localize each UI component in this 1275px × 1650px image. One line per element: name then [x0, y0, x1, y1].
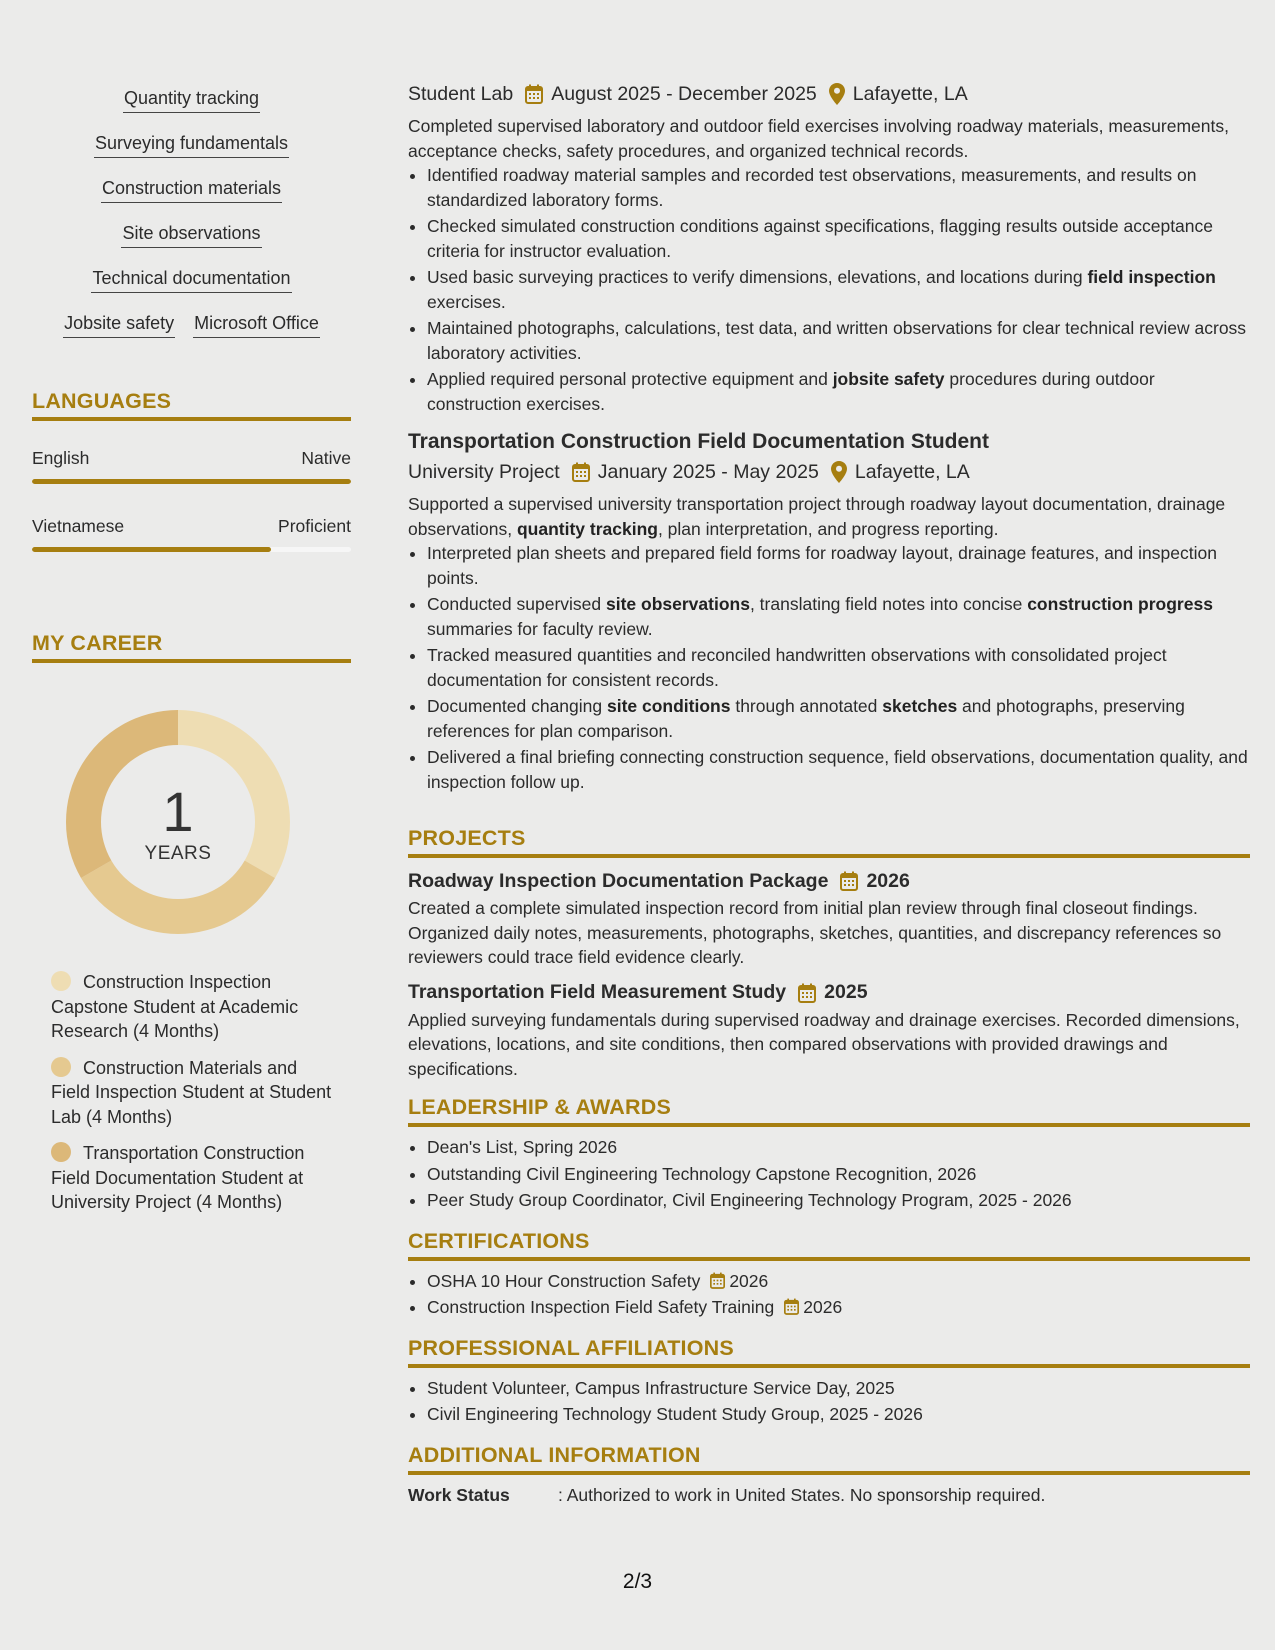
certification-item	[427, 1269, 1250, 1294]
job-bullet: • Documented changing site conditions through annotated sketches and photographs, preserving references for plan comparison.	[427, 694, 1250, 743]
certification-item	[427, 1295, 1250, 1320]
work-status-label: Work Status	[408, 1484, 510, 1505]
language-proficiency-fill	[32, 547, 271, 552]
skill-row	[32, 266, 351, 311]
job-location: Lafayette, LA	[852, 82, 968, 105]
skill-tag[interactable]: Quantity tracking	[123, 86, 260, 113]
award-item: • Peer Study Group Coordinator, Civil Engineering Technology Program, 2025 - 2026	[427, 1188, 1250, 1213]
certifications-list	[408, 1269, 1250, 1320]
language-row	[32, 516, 351, 537]
career-legend-label: Construction Inspection Capstone Student at Academic Research (4 Months)	[51, 972, 299, 1041]
calendar-icon	[840, 871, 858, 891]
skill-tag[interactable]: Jobsite safety	[63, 311, 175, 338]
job-bullet: • Identified roadway material samples and recorded test observations, measurements, and results on standardized laboratory forms.	[427, 163, 1250, 212]
skill-row	[32, 311, 351, 356]
project-year: 2025	[824, 981, 868, 1003]
project-title	[408, 866, 1250, 896]
page-number: 2/3	[622, 1570, 653, 1593]
job-organization: Student Lab	[408, 82, 514, 105]
project-description: Created a complete simulated inspection record from initial plan review through final closeout findings. Organized daily notes, measurements, photographs, sketches, quantities, and discrepancy references so reviewers could trace field evidence clearly.	[408, 898, 1222, 967]
job-meta	[408, 80, 1250, 108]
language-name: English	[32, 448, 90, 468]
job-bullet: • Interpreted plan sheets and prepared field forms for roadway layout, drainage features, and inspection points.	[427, 541, 1250, 590]
project-entry	[408, 978, 1250, 1082]
job-bullets	[408, 541, 1250, 794]
language-row	[32, 448, 351, 469]
location-pin-icon	[829, 83, 845, 105]
skill-row	[32, 86, 351, 131]
career-years-unit: YEARS	[144, 843, 212, 864]
job-bullet: • Conducted supervised site observations, translating field notes into concise construction progress summaries for faculty review.	[427, 592, 1250, 641]
career-legend-label: Construction Materials and Field Inspection Student at Student Lab (4 Months)	[51, 1057, 332, 1127]
work-status-value: : Authorized to work in United States. No sponsorship required.	[558, 1484, 1046, 1505]
calendar-icon	[572, 462, 590, 482]
language-level: Proficient	[278, 516, 351, 536]
award-item: • Outstanding Civil Engineering Technology Capstone Recognition, 2026	[427, 1162, 1250, 1187]
legend-dot	[51, 1142, 71, 1162]
certification-name: Construction Inspection Field Safety Training	[427, 1297, 775, 1317]
job-location: Lafayette, LA	[854, 460, 970, 483]
legend-dot	[51, 1057, 71, 1077]
job-bullet: • Tracked measured quantities and reconciled handwritten observations with consolidated project documentation for consistent records.	[427, 643, 1250, 692]
experience-section	[408, 80, 1250, 796]
project-name: Transportation Field Measurement Study	[408, 981, 787, 1003]
job-title: Transportation Construction Field Documentation Student	[408, 430, 989, 453]
language-proficiency-bar	[32, 547, 351, 552]
job-bullet: • Maintained photographs, calculations, test data, and written observations for clear technical review across laboratory activities.	[427, 316, 1250, 365]
job-summary: Supported a supervised university transportation project through roadway layout documentation, drainage observations, quantity tracking, plan interpretation, and progress reporting.	[408, 494, 1226, 539]
career-legend-item	[51, 1056, 341, 1130]
leadership-list	[408, 1135, 1250, 1213]
language-proficiency-bar	[32, 479, 351, 484]
skill-row	[32, 131, 351, 176]
calendar-icon	[798, 983, 816, 1003]
skill-tag[interactable]: Construction materials	[101, 176, 282, 203]
skill-tag[interactable]: Technical documentation	[91, 266, 291, 293]
job-bullets	[408, 163, 1250, 416]
career-legend-item	[51, 1141, 341, 1215]
skill-row	[32, 221, 351, 266]
job-summary: Completed supervised laboratory and outdoor field exercises involving roadway materials, measurements, acceptance checks, safety procedures, and organized technical records.	[408, 116, 1229, 161]
experience-entry	[408, 80, 1250, 416]
skill-tag[interactable]: Surveying fundamentals	[94, 131, 289, 158]
career-legend-label: Transportation Construction Field Documentation Student at University Project (4 Months)	[51, 1143, 305, 1212]
project-entry	[408, 866, 1250, 970]
projects-heading: PROJECTS	[408, 826, 1250, 858]
calendar-icon	[525, 84, 543, 104]
career-years-number: 1	[162, 780, 194, 843]
additional-info-heading: ADDITIONAL INFORMATION	[408, 1443, 1250, 1475]
affiliation-item: • Civil Engineering Technology Student Study Group, 2025 - 2026	[427, 1402, 1250, 1427]
skill-tag[interactable]: Microsoft Office	[193, 311, 320, 338]
affiliation-item: • Student Volunteer, Campus Infrastructure Service Day, 2025	[427, 1376, 1250, 1401]
project-title	[408, 978, 1250, 1008]
skills-list	[32, 86, 351, 356]
certification-year: 2026	[729, 1270, 769, 1291]
job-bullet: • Used basic surveying practices to verify dimensions, elevations, and locations during field inspection exercises.	[427, 265, 1250, 314]
job-bullet: • Delivered a final briefing connecting construction sequence, field observations, documentation quality, and inspection follow up.	[427, 745, 1250, 794]
certification-year: 2026	[803, 1297, 843, 1317]
job-meta	[408, 458, 1250, 486]
legend-dot	[51, 971, 71, 991]
languages-heading: LANGUAGES	[32, 389, 351, 421]
job-bullet: • Applied required personal protective equipment and jobsite safety procedures during outdoor construction exercises.	[427, 367, 1250, 416]
affiliations-heading: PROFESSIONAL AFFILIATIONS	[408, 1336, 1250, 1368]
experience-entry	[408, 426, 1250, 794]
career-legend-item	[51, 970, 341, 1044]
projects-list	[408, 866, 1250, 1081]
language-proficiency-fill	[32, 479, 351, 484]
work-status-row	[408, 1483, 1250, 1507]
leadership-heading: LEADERSHIP & AWARDS	[408, 1095, 1250, 1127]
award-item: • Dean's List, Spring 2026	[427, 1135, 1250, 1160]
project-year: 2026	[866, 869, 910, 892]
job-organization: University Project	[408, 460, 560, 483]
certification-name: OSHA 10 Hour Construction Safety	[427, 1270, 701, 1291]
skill-tag[interactable]: Site observations	[121, 221, 261, 248]
certifications-heading: CERTIFICATIONS	[408, 1229, 1250, 1261]
job-dates: August 2025 - December 2025	[551, 82, 817, 105]
skill-row	[32, 176, 351, 221]
project-name: Roadway Inspection Documentation Package	[408, 869, 829, 892]
job-bullet: • Checked simulated construction conditions against specifications, flagging results outside acceptance criteria for instructor evaluation.	[427, 214, 1250, 263]
language-level: Native	[301, 448, 351, 468]
career-legend	[51, 970, 341, 1227]
language-name: Vietnamese	[32, 516, 125, 536]
job-dates: January 2025 - May 2025	[597, 460, 819, 483]
calendar-icon	[710, 1271, 725, 1288]
career-donut-chart	[66, 710, 290, 934]
location-pin-icon	[831, 461, 847, 483]
project-description: Applied surveying fundamentals during supervised roadway and drainage exercises. Recorded dimensions, elevations, locations, and site conditions, then compared observations with provided drawings and specifications.	[408, 1009, 1240, 1079]
lower-sections	[408, 826, 1250, 1507]
affiliations-list	[408, 1376, 1250, 1427]
career-heading: MY CAREER	[32, 631, 351, 663]
calendar-icon	[784, 1297, 799, 1314]
